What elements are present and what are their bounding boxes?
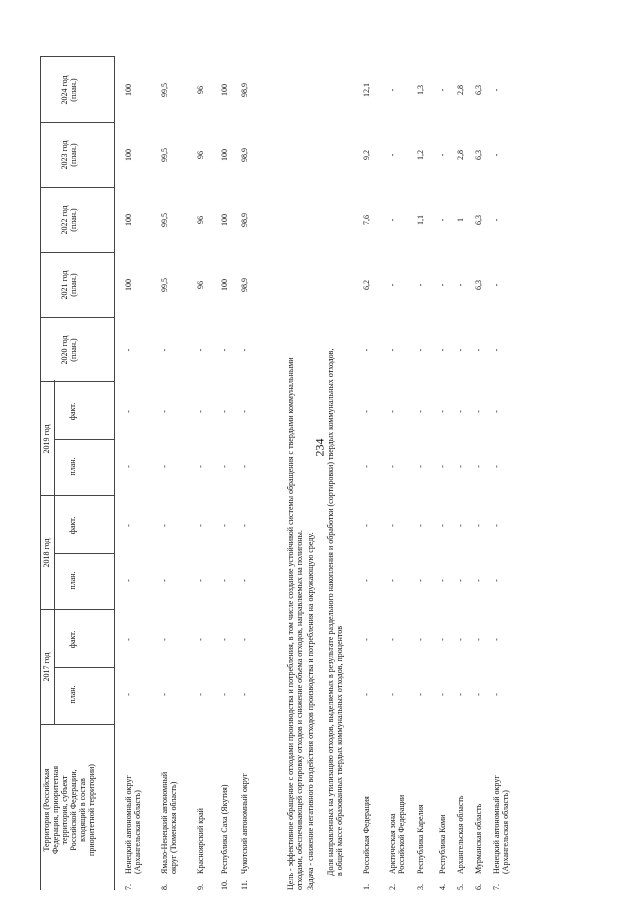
top-row-value: - xyxy=(240,693,249,696)
bottom-row-value: - xyxy=(456,524,465,527)
top-row-value: - xyxy=(220,348,229,352)
bottom-row-value: - xyxy=(438,283,447,287)
bottom-row-number: 1. xyxy=(362,884,371,890)
bottom-row-value: - xyxy=(492,283,501,287)
bottom-row-value: - xyxy=(474,638,483,641)
top-row-value: 99,5 xyxy=(160,83,169,97)
top-row-value: - xyxy=(124,693,133,696)
bottom-row-value: - xyxy=(438,693,447,696)
bottom-row-value: - xyxy=(456,465,465,468)
top-row-value: 96 xyxy=(196,281,205,289)
top-row-value: 100 xyxy=(220,149,229,161)
top-row-number: 10. xyxy=(220,880,229,890)
bottom-row-value: - xyxy=(492,693,501,696)
bottom-row-number: 2. xyxy=(388,884,397,890)
bottom-row-value: - xyxy=(388,638,397,641)
bottom-row-value: 1,3 xyxy=(416,85,425,95)
bottom-row-value: - xyxy=(388,283,397,287)
header-territory: Территория (Российская Федерация, приоритетная территория, субъект Российской Федерации, входящий в состав приоритетной территории) xyxy=(42,764,96,856)
bottom-row-value: - xyxy=(416,524,425,527)
bottom-row-value: - xyxy=(362,524,371,527)
top-row-value: - xyxy=(196,524,205,527)
header-2017-fact: факт. xyxy=(68,630,77,649)
header-2018-fact: факт. xyxy=(68,516,77,535)
bottom-row-name: Российская Федерация xyxy=(362,796,371,874)
bottom-row-value: - xyxy=(362,348,371,352)
bottom-row-value: 1,2 xyxy=(416,150,425,160)
top-row-value: - xyxy=(196,693,205,696)
header-2017-plan: план. xyxy=(68,685,77,704)
top-row-value: - xyxy=(196,465,205,468)
bottom-row-value: - xyxy=(492,88,501,92)
header-2019-plan: план. xyxy=(68,457,77,476)
bottom-row-name: Мурманская область xyxy=(474,803,483,874)
bottom-row-value: - xyxy=(492,153,501,157)
header-2024: 2024 год (план.) xyxy=(60,75,78,105)
top-row-value: - xyxy=(160,410,169,413)
top-row-number: 9. xyxy=(196,884,205,890)
bottom-row-value: - xyxy=(456,410,465,413)
header-2021: 2021 год (план.) xyxy=(60,270,78,300)
bottom-row-value: - xyxy=(438,638,447,641)
top-row-value: - xyxy=(240,348,249,352)
top-row-value: - xyxy=(196,579,205,582)
bottom-row-value: - xyxy=(456,693,465,696)
top-row-value: - xyxy=(220,524,229,527)
bottom-row-number: 3. xyxy=(416,884,425,890)
bottom-row-value: - xyxy=(492,465,501,468)
top-row-value: - xyxy=(124,524,133,527)
top-row-value: - xyxy=(160,579,169,582)
bottom-row-number: 4. xyxy=(438,884,447,890)
bottom-row-value: - xyxy=(362,693,371,696)
bottom-row-value: - xyxy=(492,218,501,222)
top-row-value: 96 xyxy=(196,151,205,159)
top-row-value: 99,5 xyxy=(160,213,169,227)
header-2019-fact: факт. xyxy=(68,402,77,421)
top-row-value: 98,9 xyxy=(240,213,249,227)
bottom-row-number: 5. xyxy=(456,884,465,890)
top-row-value: - xyxy=(160,348,169,352)
top-row-value: - xyxy=(196,348,205,352)
bottom-row-value: - xyxy=(438,524,447,527)
top-row-value: - xyxy=(160,465,169,468)
bottom-row-value: - xyxy=(362,410,371,413)
bottom-row-value: - xyxy=(438,88,447,92)
top-row-value: 98,9 xyxy=(240,278,249,292)
bottom-row-value: - xyxy=(416,348,425,352)
bottom-row-name: Республика Коми xyxy=(438,814,447,874)
bottom-row-value: 6,2 xyxy=(362,280,371,290)
bottom-row-value: - xyxy=(416,410,425,413)
top-row-value: - xyxy=(160,524,169,527)
top-row-value: - xyxy=(220,638,229,641)
top-row-value: - xyxy=(240,579,249,582)
header-2020: 2020 год (план.) xyxy=(60,335,78,365)
top-row-value: - xyxy=(124,465,133,468)
top-row-value: - xyxy=(220,693,229,696)
top-row-value: - xyxy=(196,638,205,641)
top-row-number: 8. xyxy=(160,884,169,890)
top-row-value: - xyxy=(240,638,249,641)
top-row-value: 100 xyxy=(220,214,229,226)
bottom-row-name: Арктическая зона Российской Федерации xyxy=(388,794,406,874)
bottom-row-value: - xyxy=(388,524,397,527)
top-row-value: - xyxy=(240,410,249,413)
bottom-row-value: - xyxy=(492,524,501,527)
top-row-name: Республика Саха (Якутия) xyxy=(220,784,229,874)
bottom-row-value: - xyxy=(388,88,397,92)
top-row-value: 100 xyxy=(220,279,229,291)
bottom-row-value: 9,2 xyxy=(362,150,371,160)
top-row-name: Ямало-Ненецкий автономный округ (Тюменская область) xyxy=(160,771,178,874)
bottom-row-value: 12,1 xyxy=(362,83,371,97)
bottom-row-value: - xyxy=(456,579,465,582)
top-row-value: - xyxy=(124,410,133,413)
bottom-row-value: - xyxy=(492,638,501,641)
bottom-row-value: - xyxy=(438,410,447,413)
bottom-row-value: - xyxy=(492,348,501,352)
top-row-value: 99,5 xyxy=(160,148,169,162)
top-row-name: Красноярский край xyxy=(196,808,205,874)
bottom-row-value: - xyxy=(388,218,397,222)
bottom-row-value: - xyxy=(474,465,483,468)
bottom-row-value: 6,3 xyxy=(474,85,483,95)
top-row-value: 100 xyxy=(220,84,229,96)
bottom-row-value: - xyxy=(438,218,447,222)
bottom-row-value: - xyxy=(388,348,397,352)
top-row-value: - xyxy=(240,524,249,527)
page-number: 234 xyxy=(312,438,327,457)
bottom-row-value: - xyxy=(438,153,447,157)
rotated-table-area xyxy=(40,30,600,890)
top-row-value: 100 xyxy=(124,149,133,161)
bottom-row-value: - xyxy=(416,283,425,287)
bottom-row-value: - xyxy=(388,579,397,582)
bottom-row-value: - xyxy=(474,524,483,527)
bottom-row-number: 6. xyxy=(474,884,483,890)
bottom-row-name: Архангельская область xyxy=(456,795,465,874)
task-text: Задача - снижение негативного воздействия отходов производства и потребления на окружающую среду. xyxy=(306,532,315,890)
bottom-row-value: - xyxy=(438,465,447,468)
header-2018-plan: план. xyxy=(68,571,77,590)
top-row-value: 99,5 xyxy=(160,278,169,292)
bottom-row-value: - xyxy=(388,465,397,468)
top-row-value: - xyxy=(220,465,229,468)
top-row-value: 100 xyxy=(124,214,133,226)
bottom-row-value: - xyxy=(388,153,397,157)
header-2022: 2022 год (план.) xyxy=(60,205,78,235)
bottom-row-value: - xyxy=(492,410,501,413)
bottom-row-number: 7. xyxy=(492,884,501,890)
top-row-value: - xyxy=(160,693,169,696)
goal-text: Цель - эффективное обращение с отходами производства и потребления, в том числе создание устойчивой системы обращения с твердыми коммунальными отходами, обеспечивающей сортировку отходов и снижение объема отходов, направляемых на полигоны. xyxy=(286,357,304,890)
header-2023: 2023 год (план.) xyxy=(60,140,78,170)
top-row-value: 98,9 xyxy=(240,83,249,97)
bottom-row-value: - xyxy=(416,579,425,582)
bottom-row-value: - xyxy=(362,465,371,468)
top-row-value: - xyxy=(196,410,205,413)
bottom-row-value: 1 xyxy=(456,218,465,222)
bottom-row-value: - xyxy=(416,465,425,468)
top-row-value: - xyxy=(220,410,229,413)
bottom-row-value: - xyxy=(438,348,447,352)
bottom-row-value: 6,3 xyxy=(474,150,483,160)
top-row-name: Ненецкий автономный округ (Архангельская область) xyxy=(124,775,142,874)
top-row-value: 96 xyxy=(196,216,205,224)
bottom-row-value: - xyxy=(416,638,425,641)
bottom-row-value: 7,6 xyxy=(362,215,371,225)
bottom-row-value: - xyxy=(416,693,425,696)
top-row-value: 96 xyxy=(196,86,205,94)
bottom-row-value: 2,8 xyxy=(456,150,465,160)
bottom-row-name: Ненецкий автономный округ (Архангельская область) xyxy=(492,775,510,874)
top-row-value: - xyxy=(124,579,133,582)
top-row-value: 100 xyxy=(124,84,133,96)
bottom-row-value: - xyxy=(474,410,483,413)
bottom-row-value: - xyxy=(438,579,447,582)
header-2018: 2018 год xyxy=(42,538,51,568)
header-2017: 2017 год xyxy=(42,652,51,682)
bottom-row-value: - xyxy=(456,283,465,287)
top-row-value: - xyxy=(124,638,133,641)
bottom-row-value: 2,8 xyxy=(456,85,465,95)
top-row-value: - xyxy=(220,579,229,582)
indicator-text: Доля направленных на утилизацию отходов, выделяемых в результате раздельного накопления и обработки (сортировки) твердых коммунальных отходов, в общей массе образованных твердых коммунальных отходов, процентов xyxy=(326,348,344,876)
top-row-number: 7. xyxy=(124,884,133,890)
bottom-row-name: Республика Карелия xyxy=(416,804,425,874)
bottom-row-value: - xyxy=(456,638,465,641)
header-2019: 2019 год xyxy=(42,424,51,454)
top-row-name: Чукотский автономный округ xyxy=(240,773,249,874)
top-row-value: - xyxy=(124,348,133,352)
top-row-value: 98,9 xyxy=(240,148,249,162)
bottom-row-value: - xyxy=(474,348,483,352)
bottom-row-value: 6,3 xyxy=(474,215,483,225)
bottom-row-value: - xyxy=(388,693,397,696)
top-row-value: - xyxy=(160,638,169,641)
bottom-row-value: - xyxy=(474,693,483,696)
bottom-row-value: 1,1 xyxy=(416,215,425,225)
bottom-row-value: - xyxy=(456,348,465,352)
bottom-row-value: - xyxy=(474,579,483,582)
top-row-number: 11. xyxy=(240,880,249,890)
bottom-row-value: - xyxy=(388,410,397,413)
bottom-row-value: 6,3 xyxy=(474,280,483,290)
bottom-row-value: - xyxy=(362,638,371,641)
top-row-value: 100 xyxy=(124,279,133,291)
top-row-value: - xyxy=(240,465,249,468)
bottom-row-value: - xyxy=(492,579,501,582)
bottom-row-value: - xyxy=(362,579,371,582)
